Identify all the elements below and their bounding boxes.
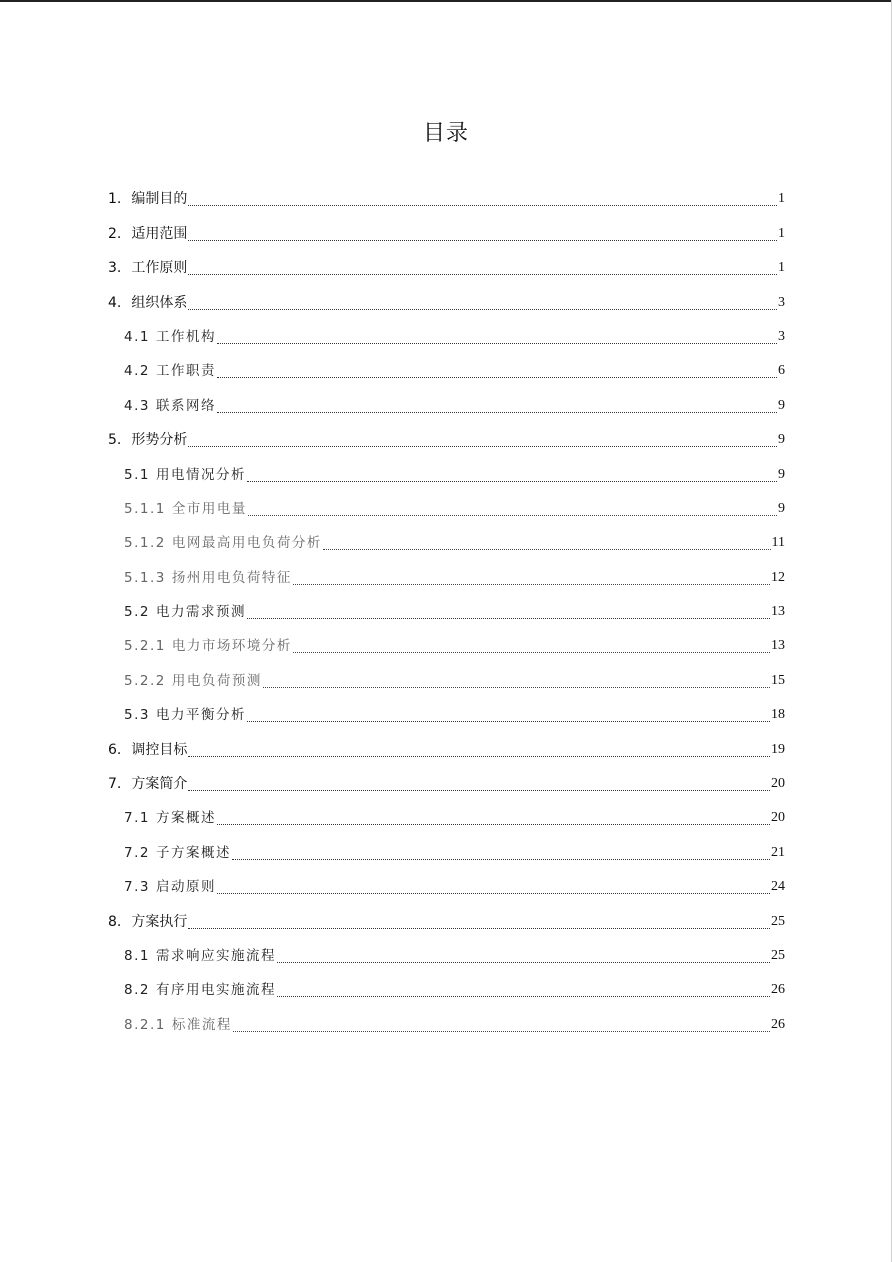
toc-entry-number: 7.3 bbox=[124, 879, 150, 896]
toc-entry[interactable] bbox=[108, 765, 785, 799]
top-border-rule bbox=[0, 0, 892, 2]
toc-entry-number: 2. bbox=[108, 225, 122, 242]
toc-entry[interactable] bbox=[108, 524, 785, 558]
toc-entry[interactable] bbox=[108, 593, 785, 627]
toc-entry-number: 5.1 bbox=[124, 466, 150, 483]
toc-entry-title: 形势分析 bbox=[131, 432, 188, 449]
toc-entry-number: 5.2.2 bbox=[124, 672, 166, 689]
toc-dot-leader bbox=[188, 789, 770, 791]
toc-dot-leader bbox=[217, 411, 777, 413]
toc-entry-number: 7. bbox=[108, 776, 122, 793]
toc-entry-number: 3. bbox=[108, 260, 122, 277]
toc-page-number: 3 bbox=[778, 294, 785, 310]
toc-entry[interactable] bbox=[108, 971, 785, 1005]
toc-page-number: 20 bbox=[771, 810, 785, 826]
toc-page-number: 15 bbox=[771, 672, 785, 688]
toc-entry-title: 启动原则 bbox=[155, 879, 216, 896]
toc-page-number: 1 bbox=[778, 225, 785, 241]
toc-entry[interactable] bbox=[108, 696, 785, 730]
toc-entry[interactable] bbox=[108, 455, 785, 489]
toc-entry-number: 7.2 bbox=[124, 844, 150, 861]
toc-entry-title: 组织体系 bbox=[131, 294, 188, 311]
toc-dot-leader bbox=[277, 961, 770, 963]
toc-page-number: 9 bbox=[778, 500, 785, 516]
toc-entry[interactable] bbox=[108, 730, 785, 764]
toc-dot-leader bbox=[188, 204, 777, 206]
toc-dot-leader bbox=[188, 927, 770, 929]
toc-entry-title: 电力平衡分析 bbox=[155, 707, 246, 724]
toc-entry[interactable] bbox=[108, 627, 785, 661]
toc-entry-number: 4.1 bbox=[124, 328, 150, 345]
toc-page-number: 3 bbox=[778, 328, 785, 344]
toc-entry[interactable] bbox=[108, 937, 785, 971]
toc-dot-leader bbox=[188, 308, 777, 310]
toc-dot-leader bbox=[247, 720, 770, 722]
toc-entry-title: 调控目标 bbox=[131, 741, 188, 758]
toc-entry-number: 8.2 bbox=[124, 982, 150, 999]
toc-dot-leader bbox=[233, 1030, 770, 1032]
toc-entry-title: 子方案概述 bbox=[155, 844, 231, 861]
toc-dot-leader bbox=[263, 686, 770, 688]
toc-page-number: 9 bbox=[778, 397, 785, 413]
toc-entry-title: 方案简介 bbox=[131, 776, 188, 793]
toc-entry[interactable] bbox=[108, 386, 785, 420]
toc-page-number: 18 bbox=[771, 707, 785, 723]
toc-entry-number: 4. bbox=[108, 294, 122, 311]
toc-entry-number: 8.2.1 bbox=[124, 1016, 166, 1033]
toc-page-number: 25 bbox=[771, 913, 785, 929]
toc-entry[interactable] bbox=[108, 180, 785, 214]
toc-entry-title: 标准流程 bbox=[171, 1016, 232, 1033]
toc-entry-title: 方案执行 bbox=[131, 913, 188, 930]
toc-page-number: 11 bbox=[771, 535, 785, 551]
toc-entry[interactable] bbox=[108, 868, 785, 902]
toc-dot-leader bbox=[188, 755, 770, 757]
toc-page-number: 26 bbox=[771, 982, 785, 998]
toc-entry-title: 扬州用电负荷特征 bbox=[171, 569, 292, 586]
toc-entry[interactable] bbox=[108, 558, 785, 592]
toc-entry-title: 用电情况分析 bbox=[155, 466, 246, 483]
toc-entry-title: 全市用电量 bbox=[171, 500, 247, 517]
toc-entry[interactable] bbox=[108, 214, 785, 248]
toc-entry-title: 工作职责 bbox=[155, 363, 216, 380]
toc-dot-leader bbox=[188, 445, 777, 447]
toc-entry-number: 5.1.2 bbox=[124, 535, 166, 552]
toc-entry-title: 工作原则 bbox=[131, 260, 188, 277]
toc-page-number: 6 bbox=[778, 363, 785, 379]
toc-entry-number: 5.1.3 bbox=[124, 569, 166, 586]
toc-dot-leader bbox=[232, 858, 770, 860]
toc-page-number: 21 bbox=[771, 844, 785, 860]
toc-dot-leader bbox=[188, 239, 777, 241]
toc-entry-title: 电力需求预测 bbox=[155, 604, 246, 621]
toc-page-number: 1 bbox=[778, 191, 785, 207]
table-of-contents bbox=[108, 180, 785, 1040]
toc-entry-title: 联系网络 bbox=[155, 397, 216, 414]
toc-dot-leader bbox=[293, 583, 770, 585]
toc-entry-number: 1. bbox=[108, 191, 122, 208]
toc-dot-leader bbox=[248, 514, 777, 516]
toc-entry[interactable] bbox=[108, 352, 785, 386]
toc-page-number: 24 bbox=[771, 879, 785, 895]
toc-entry-title: 电网最高用电负荷分析 bbox=[171, 535, 322, 552]
toc-page-number: 20 bbox=[771, 776, 785, 792]
toc-page-number: 13 bbox=[771, 638, 785, 654]
toc-page-number: 19 bbox=[771, 741, 785, 757]
toc-entry-number: 4.3 bbox=[124, 397, 150, 414]
toc-entry-title: 电力市场环境分析 bbox=[171, 638, 292, 655]
toc-entry[interactable] bbox=[108, 799, 785, 833]
toc-entry[interactable] bbox=[108, 1005, 785, 1039]
toc-entry-title: 需求响应实施流程 bbox=[155, 947, 276, 964]
toc-entry[interactable] bbox=[108, 421, 785, 455]
toc-entry[interactable] bbox=[108, 902, 785, 936]
toc-entry-number: 8. bbox=[108, 913, 122, 930]
toc-entry[interactable] bbox=[108, 318, 785, 352]
toc-page-number: 26 bbox=[771, 1016, 785, 1032]
toc-entry-number: 4.2 bbox=[124, 363, 150, 380]
toc-dot-leader bbox=[277, 995, 770, 997]
toc-dot-leader bbox=[247, 617, 770, 619]
toc-dot-leader bbox=[217, 892, 770, 894]
toc-entry-title: 工作机构 bbox=[155, 328, 216, 345]
toc-entry[interactable] bbox=[108, 249, 785, 283]
toc-entry-title: 适用范围 bbox=[131, 225, 188, 242]
toc-entry[interactable] bbox=[108, 833, 785, 867]
toc-entry-number: 5.1.1 bbox=[124, 500, 166, 517]
toc-dot-leader bbox=[217, 823, 770, 825]
toc-entry-title: 方案概述 bbox=[155, 810, 216, 827]
toc-entry[interactable] bbox=[108, 661, 785, 695]
toc-dot-leader bbox=[188, 273, 777, 275]
toc-page-number: 9 bbox=[778, 432, 785, 448]
toc-entry-number: 5.3 bbox=[124, 707, 150, 724]
toc-dot-leader bbox=[293, 651, 770, 653]
toc-entry-number: 7.1 bbox=[124, 810, 150, 827]
toc-page-number: 9 bbox=[778, 466, 785, 482]
toc-entry-title: 有序用电实施流程 bbox=[155, 982, 276, 999]
toc-entry-number: 8.1 bbox=[124, 947, 150, 964]
toc-page-number: 12 bbox=[771, 569, 785, 585]
toc-page-number: 1 bbox=[778, 260, 785, 276]
toc-entry-title: 用电负荷预测 bbox=[171, 672, 262, 689]
toc-entry[interactable] bbox=[108, 490, 785, 524]
toc-dot-leader bbox=[323, 548, 771, 550]
toc-page-number: 13 bbox=[771, 604, 785, 620]
toc-entry[interactable] bbox=[108, 283, 785, 317]
toc-page-number: 25 bbox=[771, 947, 785, 963]
toc-entry-title: 编制目的 bbox=[131, 191, 188, 208]
toc-entry-number: 5. bbox=[108, 432, 122, 449]
toc-dot-leader bbox=[247, 480, 777, 482]
toc-entry-number: 5.2.1 bbox=[124, 638, 166, 655]
toc-entry-number: 6. bbox=[108, 741, 122, 758]
toc-dot-leader bbox=[217, 342, 777, 344]
toc-dot-leader bbox=[217, 376, 777, 378]
toc-entry-number: 5.2 bbox=[124, 604, 150, 621]
toc-title: 目录 bbox=[422, 121, 469, 146]
